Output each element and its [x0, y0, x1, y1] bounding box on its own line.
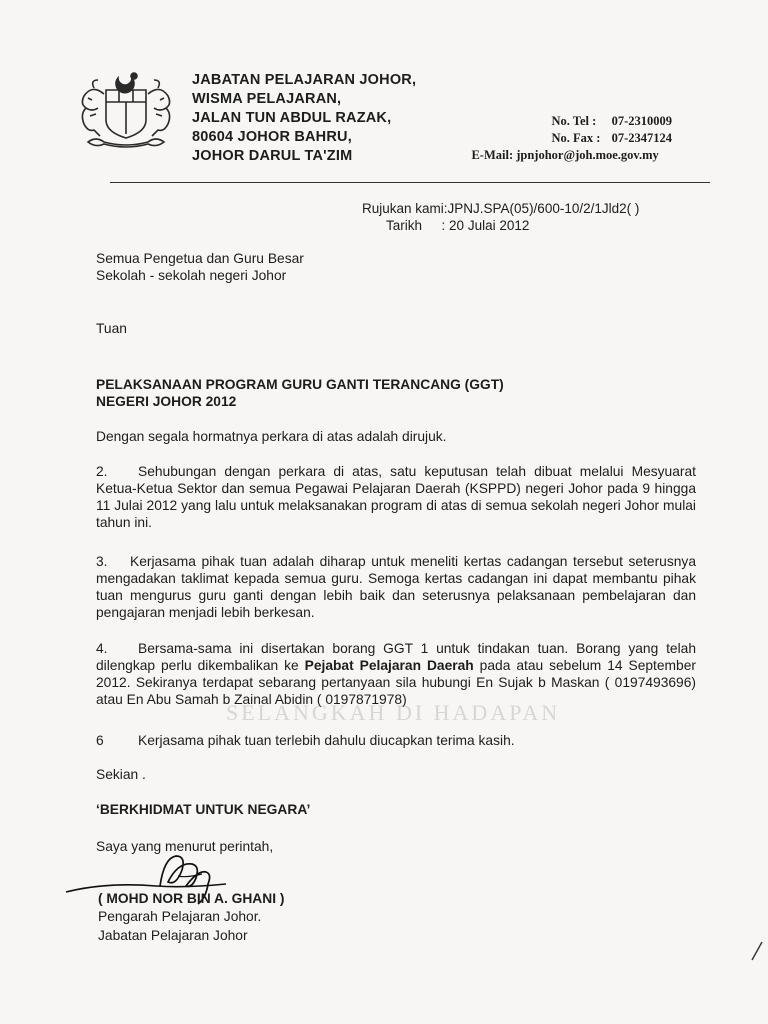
paragraph-4: [96, 640, 696, 708]
contact-info: [471, 113, 672, 164]
paragraph-text: Sehubungan dengan perkara di atas, satu keputusan telah dibuat melalui Mesyuarat Ketua-Ketua Sektor dan semua Pegawai Pelajaran Daerah (KSPPD) negeri Johor pada 9 hingga 11 Julai 2012 yang lalu untuk melaksanakan program di atas di semua sekolah negeri Johor mulai tahun ini.: [96, 464, 696, 530]
reference-number: Rujukan kami:JPNJ.SPA(05)/600-10/2/1Jld2( ): [362, 201, 640, 216]
date-value: : 20 Julai 2012: [441, 218, 530, 233]
signatory-title: Pengarah Pelajaran Johor.: [98, 909, 262, 924]
paragraph-text: Kerjasama pihak tuan terlebih dahulu diucapkan terima kasih.: [138, 733, 515, 748]
org-line: JABATAN PELAJARAN JOHOR,: [192, 72, 417, 88]
date-label: Tarikh: [386, 218, 423, 233]
paragraph-3: [96, 553, 696, 621]
paragraph-number: 4.: [96, 641, 108, 656]
watermark-text: SELANGKAH DI HADAPAN: [226, 700, 561, 725]
closing-phrase: Saya yang menurut perintah,: [96, 839, 274, 854]
paragraph-number: 6: [96, 733, 104, 748]
coat-of-arms-icon: [74, 68, 178, 152]
tel-value: 07-2310009: [611, 114, 672, 128]
paragraph-text: Kerjasama pihak tuan adalah diharap untuk meneliti kertas cadangan tersebut seterusnya mengadakan taklimat kepada semua guru. Semoga kertas cadangan ini dapat membantu pihak tuan mengurus guru ganti dengan lebih baik dan seterusnya pelaksanaan pembelajaran dan pengajaran menjadi lebih berkesan.: [96, 554, 696, 620]
paragraph-2: [96, 463, 696, 531]
header-divider: [110, 182, 710, 183]
paragraph-text: pada atau sebelum 14 September 2012. Sekiranya terdapat sebarang pertanyaan sila hubungi En Sujak b Maskan ( 0197493696) atau En Abu Samah b Zainal Abidin ( 0197871978): [96, 658, 696, 707]
subject-line: PELAKSANAAN PROGRAM GURU GANTI TERANCANG (GGT): [96, 377, 504, 392]
paragraph-6: [96, 732, 696, 749]
office-name: Pejabat Pelajaran Daerah: [304, 658, 474, 673]
recipient-line: Semua Pengetua dan Guru Besar: [96, 251, 304, 266]
paragraph-number: 2.: [96, 464, 108, 479]
paragraph-number: 3.: [96, 554, 108, 569]
tel-label: No. Tel :: [551, 114, 597, 128]
fax-label: No. Fax :: [551, 131, 601, 145]
intro-paragraph: Dengan segala hormatnya perkara di atas adalah dirujuk.: [96, 429, 447, 444]
subject-line: NEGERI JOHOR 2012: [96, 394, 237, 409]
organization-address: [192, 71, 416, 166]
org-line: 80604 JOHOR BAHRU,: [192, 129, 352, 145]
email-text: E-Mail: jpnjohor@joh.moe.gov.my: [471, 148, 659, 162]
pen-mark: [750, 940, 764, 962]
salutation: Tuan: [96, 321, 127, 336]
org-line: JALAN TUN ABDUL RAZAK,: [192, 110, 392, 126]
signatory-name: ( MOHD NOR BIN A. GHANI ): [98, 891, 285, 906]
org-line: WISMA PELAJARAN,: [192, 91, 342, 107]
recipient-block: [96, 250, 696, 284]
fax-value: 07-2347124: [611, 131, 672, 145]
reference-block: [362, 200, 639, 234]
signatory-department: Jabatan Pelajaran Johor: [98, 928, 248, 943]
paragraph-text: Bersama-sama ini disertakan borang GGT 1 untuk tindakan tuan. Borang yang telah dilengkap perlu dikembalikan ke: [96, 641, 696, 673]
org-line: JOHOR DARUL TA'ZIM: [192, 148, 353, 164]
recipient-line: Sekolah - sekolah negeri Johor: [96, 268, 287, 283]
sekian-text: Sekian .: [96, 767, 146, 782]
motto-text: ‘BERKHIDMAT UNTUK NEGARA’: [96, 802, 311, 817]
subject-heading: [96, 376, 696, 410]
